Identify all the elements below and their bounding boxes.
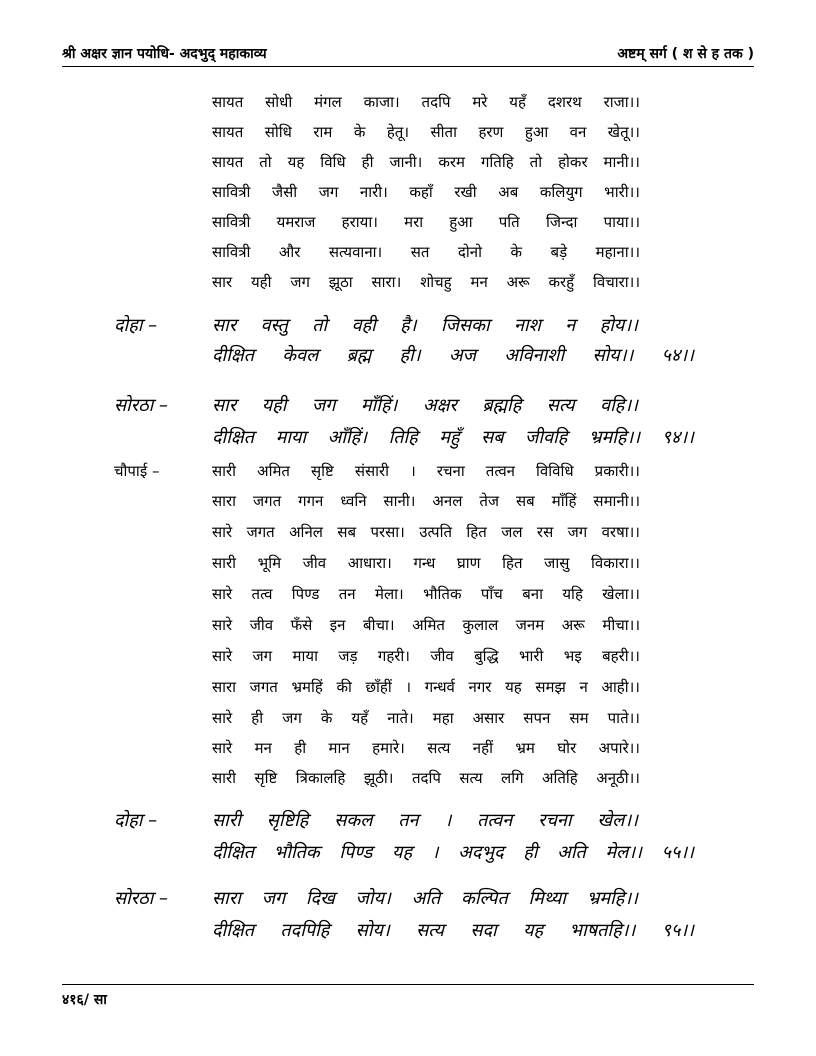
- sortha-label: सोरठा –: [114, 395, 169, 416]
- verse-line: सावित्री और सत्यवाना। सत दोनो के बड़े महाना।।: [212, 243, 640, 261]
- verse-line: सायत सोधी मंगल काजा। तदपि मरे यहँ दशरथ राजा।।: [212, 93, 640, 111]
- verse-line: सारे मन ही मान हमारे। सत्य नहीं भ्रम घोर अपारे।।: [212, 739, 640, 757]
- sortha-label: सोरठा –: [114, 888, 169, 909]
- footer-divider: [62, 984, 754, 985]
- verse-line: सार यही जग झूठा सारा। शोचहु मन अरू करहुँ विचारा।।: [212, 273, 640, 291]
- doha-line: सारी सृष्टिहि सकल तन । तत्वन रचना खेल।।: [212, 810, 638, 831]
- verse-line: सारे जगत अनिल सब परसा। उत्पति हित जल रस जग वरषा।।: [212, 523, 640, 541]
- doha-line-numbered: दीक्षित भौतिक पिण्ड यह । अदभुद ही अति मेल।। ५५।।: [212, 842, 694, 863]
- sortha-line: सार यही जग माँहिं। अक्षर ब्रह्महि सत्य वहि।।: [212, 395, 638, 416]
- page-header: [62, 40, 754, 67]
- verse-line: सारी भूमि जीव आधारा। गन्ध घ्राण हित जासु विकारा।।: [212, 554, 640, 572]
- doha-label: दोहा –: [114, 315, 158, 336]
- page-number: ४१६/ सा: [62, 992, 107, 1008]
- doha-line: सार वस्तु तो वही है। जिसका नाश न होय।।: [212, 315, 638, 336]
- verse-line: सारा जगत गगन ध्वनि सानी। अनल तेज सब माँहिं समानी।।: [212, 492, 640, 510]
- sortha-line-numbered: दीक्षित तदपिहि सोय। सत्य सदा यह भाषतहि।। ९५।।: [212, 920, 694, 941]
- sortha-line: सारा जग दिख जोय। अति कल्पित मिथ्या भ्रमहि।।: [212, 888, 638, 909]
- verse-line: सारे तत्व पिण्ड तन मेला। भौतिक पाँच बना यहि खेला।।: [212, 585, 640, 603]
- chaupai-label: चौपाई –: [114, 462, 160, 480]
- verse-line: सारे ही जग के यहँ नाते। महा असार सपन सम पाते।।: [212, 709, 640, 727]
- verse-line: सारा जगत भ्रमहिं की छाँहीं । गन्धर्व नगर यह समझ न आही।।: [212, 678, 640, 696]
- sortha-line-numbered: दीक्षित माया आँहिं। तिहि महुँ सब जीवहि भ्रमहि।। ९४।।: [212, 427, 694, 448]
- verse-line: सारी सृष्टि त्रिकालहि झूठी। तदपि सत्य लगि अतिहि अनूठी।।: [212, 769, 640, 787]
- verse-line: सारे जीव फँसे इन बीचा। अमित कुलाल जनम अरू मीचा।।: [212, 616, 640, 634]
- verse-line: सारे जग माया जड़ गहरी। जीव बुद्धि भारी भइ बहरी।।: [212, 647, 640, 665]
- doha-line-numbered: दीक्षित केवल ब्रह्म ही। अज अविनाशी सोय।। ५४।।: [212, 345, 694, 366]
- header-book-title: श्री अक्षर ज्ञान पयोधि- अदभुद् महाकाव्य: [62, 46, 267, 62]
- verse-line: सायत सोधि राम के हेतू। सीता हरण हुआ वन खेतू।।: [212, 123, 640, 141]
- doha-label: दोहा –: [114, 810, 158, 831]
- header-chapter-title: अष्टम् सर्ग ( श से ह तक ): [617, 46, 754, 62]
- verse-line: सारी अमित सृष्टि संसारी । रचना तत्वन विविधि प्रकारी।।: [212, 462, 640, 480]
- verse-line: सावित्री जैसी जग नारी। कहाँ रखी अब कलियुग भारी।।: [212, 183, 640, 201]
- verse-line: सावित्री यमराज हराया। मरा हुआ पति जिन्दा पाया।।: [212, 213, 640, 231]
- verse-line: सायत तो यह विधि ही जानी। करम गतिहि तो होकर मानी।।: [212, 153, 640, 171]
